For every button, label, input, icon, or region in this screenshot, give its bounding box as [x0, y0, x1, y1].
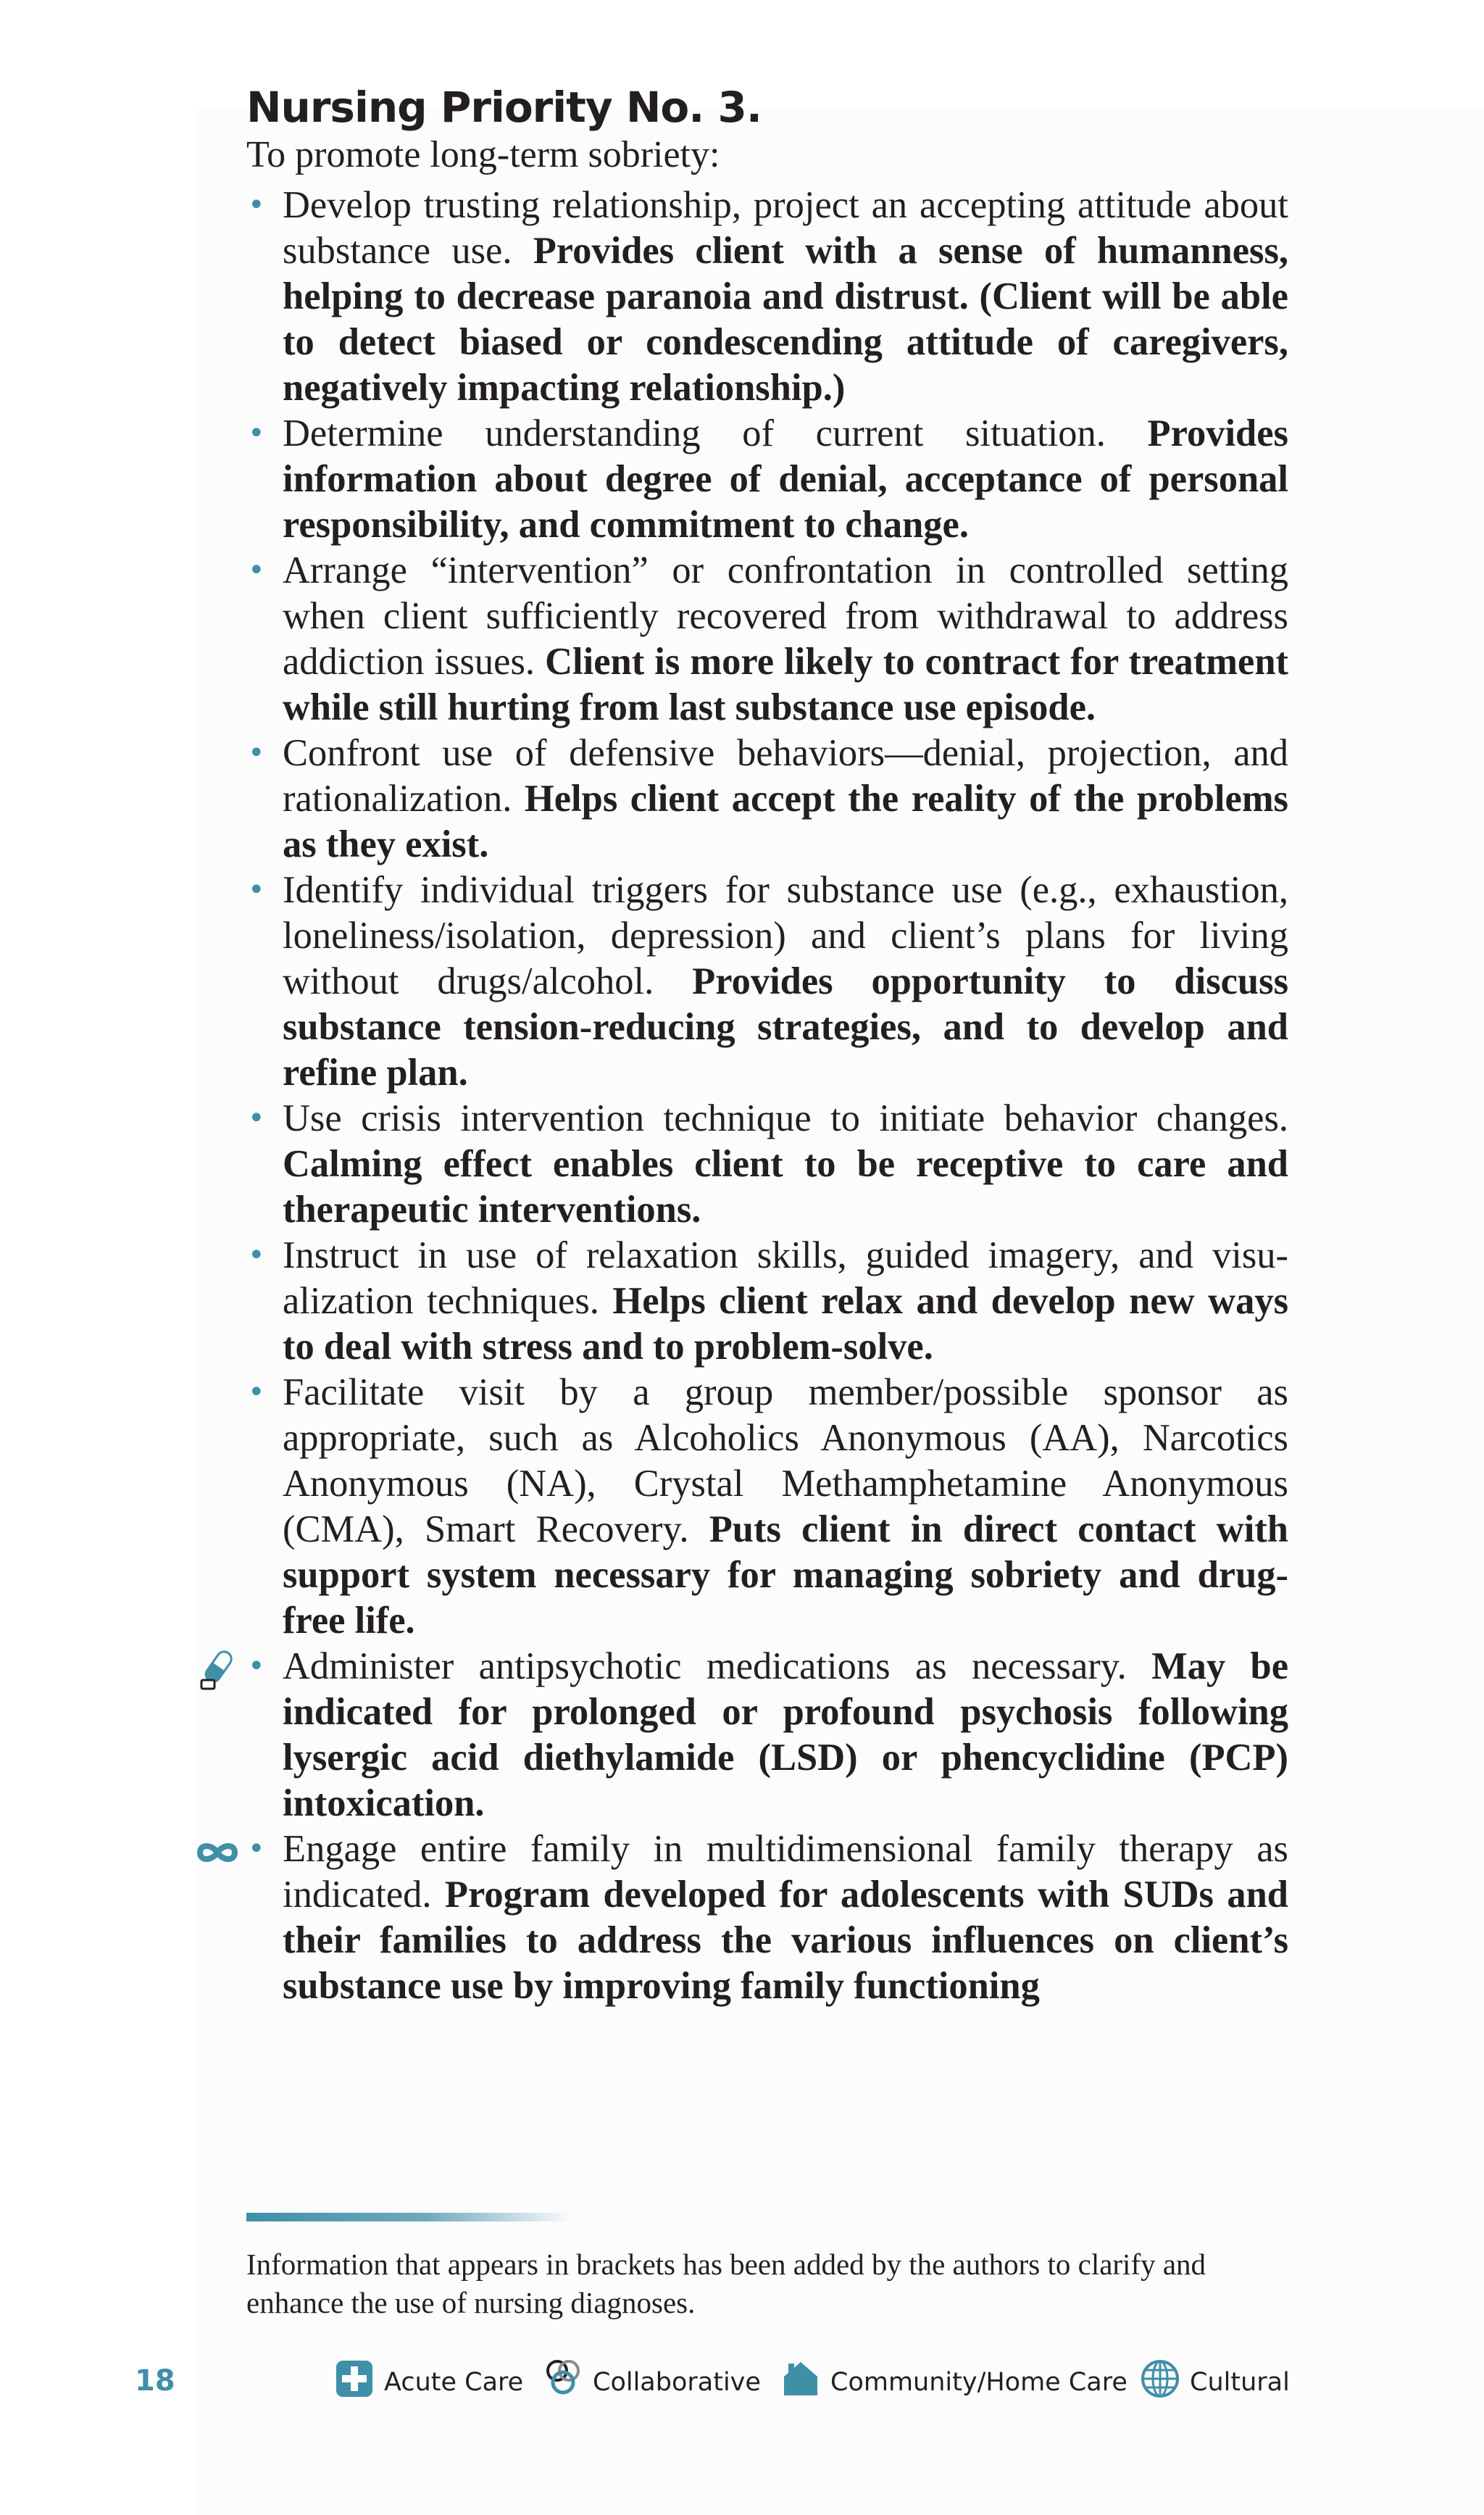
intervention-text: Administer antipsychotic medications as necessary.	[283, 1645, 1152, 1687]
intervention-rationale: Provides opportunity to discuss substance tension-reducing strategies, and to develop and refine plan.	[283, 960, 1288, 1094]
bullet-icon: •	[248, 1832, 265, 1866]
intervention-text: Use crisis intervention technique to initiate behavior changes.	[283, 1097, 1288, 1139]
legend-item-acute-care	[333, 2354, 523, 2403]
bullet-icon: •	[248, 188, 265, 222]
list-item	[248, 868, 1288, 1096]
medication-icon	[191, 1648, 243, 1692]
legend-label: Acute Care	[384, 2368, 524, 2397]
bullet-icon: •	[248, 1376, 265, 1409]
legend-label: Community/Home Care	[830, 2368, 1127, 2397]
list-item	[248, 1644, 1288, 1826]
legend-label: Collaborative	[593, 2368, 761, 2397]
bullet-icon: •	[248, 417, 265, 450]
acute-care-icon	[333, 2358, 375, 2400]
page-number: 18	[135, 2364, 175, 2398]
section-subheading: To promote long-term sobriety:	[246, 134, 720, 175]
intervention-rationale: Client is more likely to contract for treatment while still hurting from last substance use episode.	[283, 641, 1289, 728]
intervention-text: Arrange “intervention” or confrontation in controlled setting when client sufficiently recovered from withdrawal to address addiction issues.	[283, 549, 1288, 683]
list-item	[248, 1233, 1288, 1370]
legend-label: Cultural	[1190, 2368, 1290, 2397]
intervention-text: Facilitate visit by a group member/possible sponsor as appropriate, such as Alcoholics Anonymous (AA), Narcotics Anonymous (NA), Crystal Methamphetamine Anonymous (CMA), Smart Recovery.	[283, 1371, 1288, 1550]
intervention-rationale: Provides information about degree of denial, acceptance of personal responsibility, and commitment to change.	[283, 412, 1288, 546]
intervention-text: Engage entire family in multidimensional family therapy as indicated.	[283, 1828, 1288, 1916]
intervention-text: Instruct in use of relaxation skills, guided imagery, and visualization techniques.	[283, 1234, 1288, 1322]
bullet-icon: •	[248, 1239, 265, 1272]
intervention-list	[248, 183, 1289, 2009]
list-item	[248, 1370, 1288, 1644]
community-home-care-icon	[780, 2358, 822, 2400]
intervention-rationale: Helps client accept the reality of the problems as they exist.	[283, 778, 1288, 865]
collaborative-icon	[542, 2358, 584, 2400]
intervention-rationale: Puts client in direct contact with support system necessary for managing sobriety and drug-free life.	[283, 1508, 1288, 1642]
intervention-rationale: Helps client relax and develop new ways to deal with stress and to problem-solve.	[283, 1280, 1288, 1368]
legend-item-cultural	[1139, 2354, 1290, 2403]
legend-item-collaborative	[542, 2354, 761, 2403]
list-item	[248, 731, 1288, 868]
list-item	[248, 1826, 1288, 2009]
intervention-rationale: Program developed for adolescents with SUDs and their families to address the various influences on client’s substance use by improving family functioning	[283, 1874, 1288, 2007]
legend-item-community-home-care	[780, 2354, 1127, 2403]
bullet-icon: •	[248, 1650, 265, 1683]
intervention-rationale: Provides client with a sense of humanness, helping to decrease paranoia and distrust. (Client will be able to detect biased or condescending attitude of caregivers, negatively impacting relationship.)	[283, 230, 1288, 409]
list-item	[248, 548, 1289, 731]
bullet-icon: •	[248, 873, 265, 907]
cultural-icon	[1139, 2358, 1181, 2400]
list-item	[248, 183, 1288, 411]
intervention-text: Confront use of defensive behaviors—denial, projection, and rationalization.	[283, 732, 1288, 820]
intervention-text: Determine understanding of current situation.	[283, 412, 1148, 454]
footnote-rule	[246, 2213, 572, 2221]
bullet-icon: •	[248, 554, 265, 587]
list-item	[248, 1096, 1288, 1233]
section-heading: Nursing Priority No. 3.	[246, 83, 762, 132]
intervention-text: Develop trusting relationship, project an accepting attitude about substance use.	[283, 184, 1288, 272]
intervention-rationale: May be indicated for prolonged or profound psychosis following lysergic acid diethylamide (LSD) or phencyclidine (PCP) intoxication.	[283, 1645, 1288, 1824]
footnote: Information that appears in brackets has been added by the authors to clarify and enhance the use of nursing diagnoses.	[246, 2248, 1206, 2319]
infinity-icon	[191, 1831, 243, 1874]
bullet-icon: •	[248, 1102, 265, 1135]
bullet-icon: •	[248, 736, 265, 770]
intervention-rationale: Calming effect enables client to be receptive to care and therapeutic interventions.	[283, 1143, 1288, 1231]
intervention-text: Identify individual triggers for substance use (e.g., exhaustion, loneliness/isolation, depression) and client’s plans for living without drugs/alcohol.	[283, 869, 1288, 1002]
list-item	[248, 411, 1288, 548]
